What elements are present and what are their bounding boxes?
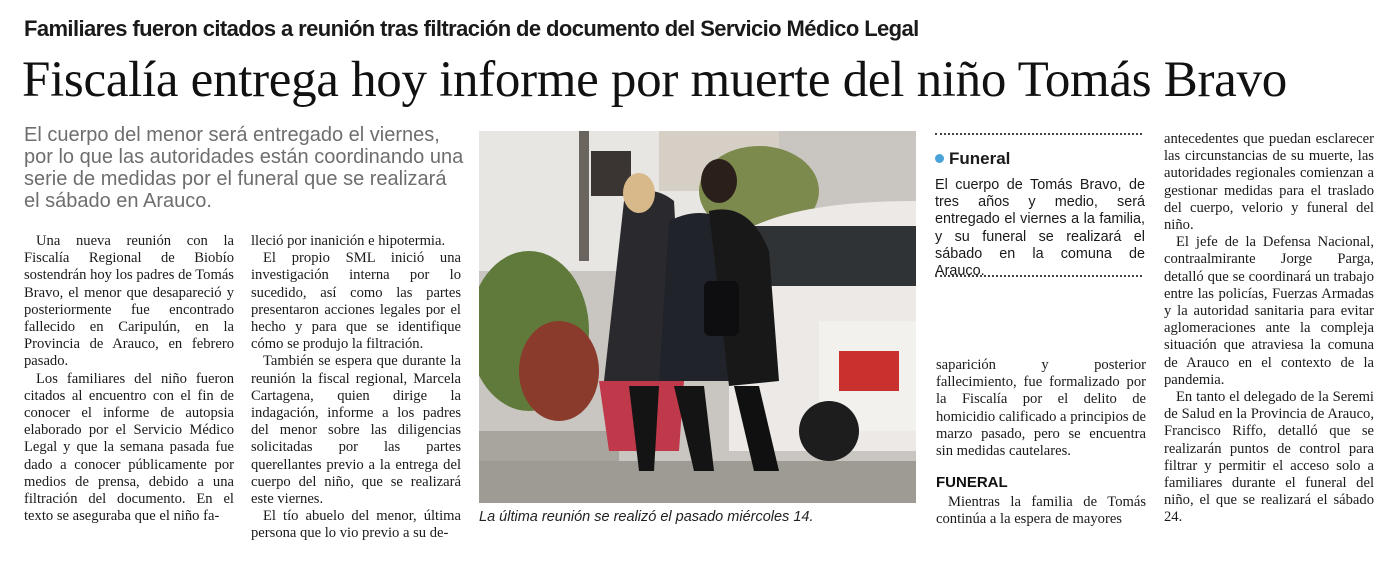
paragraph: lleció por inanición e hipotermia. [251,233,446,249]
photo-illustration [479,131,916,503]
paragraph: También se espera que durante la reunión la fiscal regional, Marcela Cartagena, quien dirige la indagación, informe a los padres del menor sobre las diligencias solicitadas por las partes querellantes previo a la entrega del cuerpo del niño, que se realizará este viernes. [251,353,461,508]
body-column-2 [251,233,461,543]
paragraph: En tanto el delegado de la Seremi de Salud en la Provincia de Arauco, Francisco Riffo, detalló que se realizarán puntos de control para filtrar y permitir el acceso solo a familiares durante el funeral del niño, el que se realizará el sábado 24. [1164,389,1374,526]
kicker: Familiares fueron citados a reunión tras filtración de documento del Servicio Médico Legal [24,16,919,41]
paragraph: El tío abuelo del menor, última persona que lo vio previo a su de- [251,508,461,542]
paragraph: saparición y posterior fallecimiento, fue formalizado por la Fiscalía por el delito de homicidio calificado a principios de marzo pasado, pero se encuentra sin medidas cautelares. [936,357,1146,460]
news-photo [479,131,916,503]
body-column-4 [1164,131,1374,527]
divider [935,275,1142,277]
divider [935,133,1142,135]
body-column-3b [936,494,1146,528]
sidebar-title [935,149,1010,169]
body-column-1 [24,233,234,525]
sidebar-body: El cuerpo de Tomás Bravo, de tres años y medio, será entregado el viernes a la familia, y su funeral se realizará el sábado en la comuna de Arauco. [935,177,1145,280]
section-subhead: FUNERAL [936,474,1008,491]
body-column-3 [936,357,1146,460]
paragraph: Los familiares del niño fueron citados al encuentro con el fin de conocer el informe de autopsia elaborado por el Servicio Médico Legal y que la semana pasada fue dado a conocer públicamente por medios de prensa, debido a una filtración del documento. En el texto se aseguraba que el niño fa- [24,370,234,525]
headline: Fiscalía entrega hoy informe por muerte del niño Tomás Bravo [22,52,1287,108]
paragraph: Una nueva reunión con la Fiscalía Regional de Biobío sostendrán hoy los padres de Tomás Bravo, el menor que desapareció y posteriormente fue encontrado fallecido en Caripulún, en la Provincia de Arauco, en febrero pasado. [24,233,234,370]
deck: El cuerpo del menor será entregado el viernes, por lo que las autoridades están coordinando una serie de medidas por el funeral que se realizará el sábado en Arauco. [24,124,464,212]
photo-caption: La última reunión se realizó el pasado miércoles 14. [479,509,814,525]
paragraph: antecedentes que puedan esclarecer las circunstancias de su muerte, las autoridades regionales comienzan a gestionar medidas para el traslado del cuerpo, velorio y funeral del niño. [1164,131,1374,234]
paragraph: El propio SML inició una investigación interna por lo sucedido, así como las partes presentaron acciones legales por el hecho y para que se identifique cómo se produjo la filtración. [251,250,461,353]
sidebar-title-text: Funeral [949,149,1011,168]
paragraph: Mientras la familia de Tomás continúa a la espera de mayores [936,494,1146,528]
paragraph: El jefe de la Defensa Nacional, contraalmirante Jorge Parga, detalló que se coordinará un trabajo entre las policías, Fuerzas Armadas y la autoridad sanitaria para evitar aglomeraciones ante la compleja situación que atraviesa la comuna de Arauco en el contexto de la pandemia. [1164,234,1374,388]
bullet-icon [935,154,944,163]
